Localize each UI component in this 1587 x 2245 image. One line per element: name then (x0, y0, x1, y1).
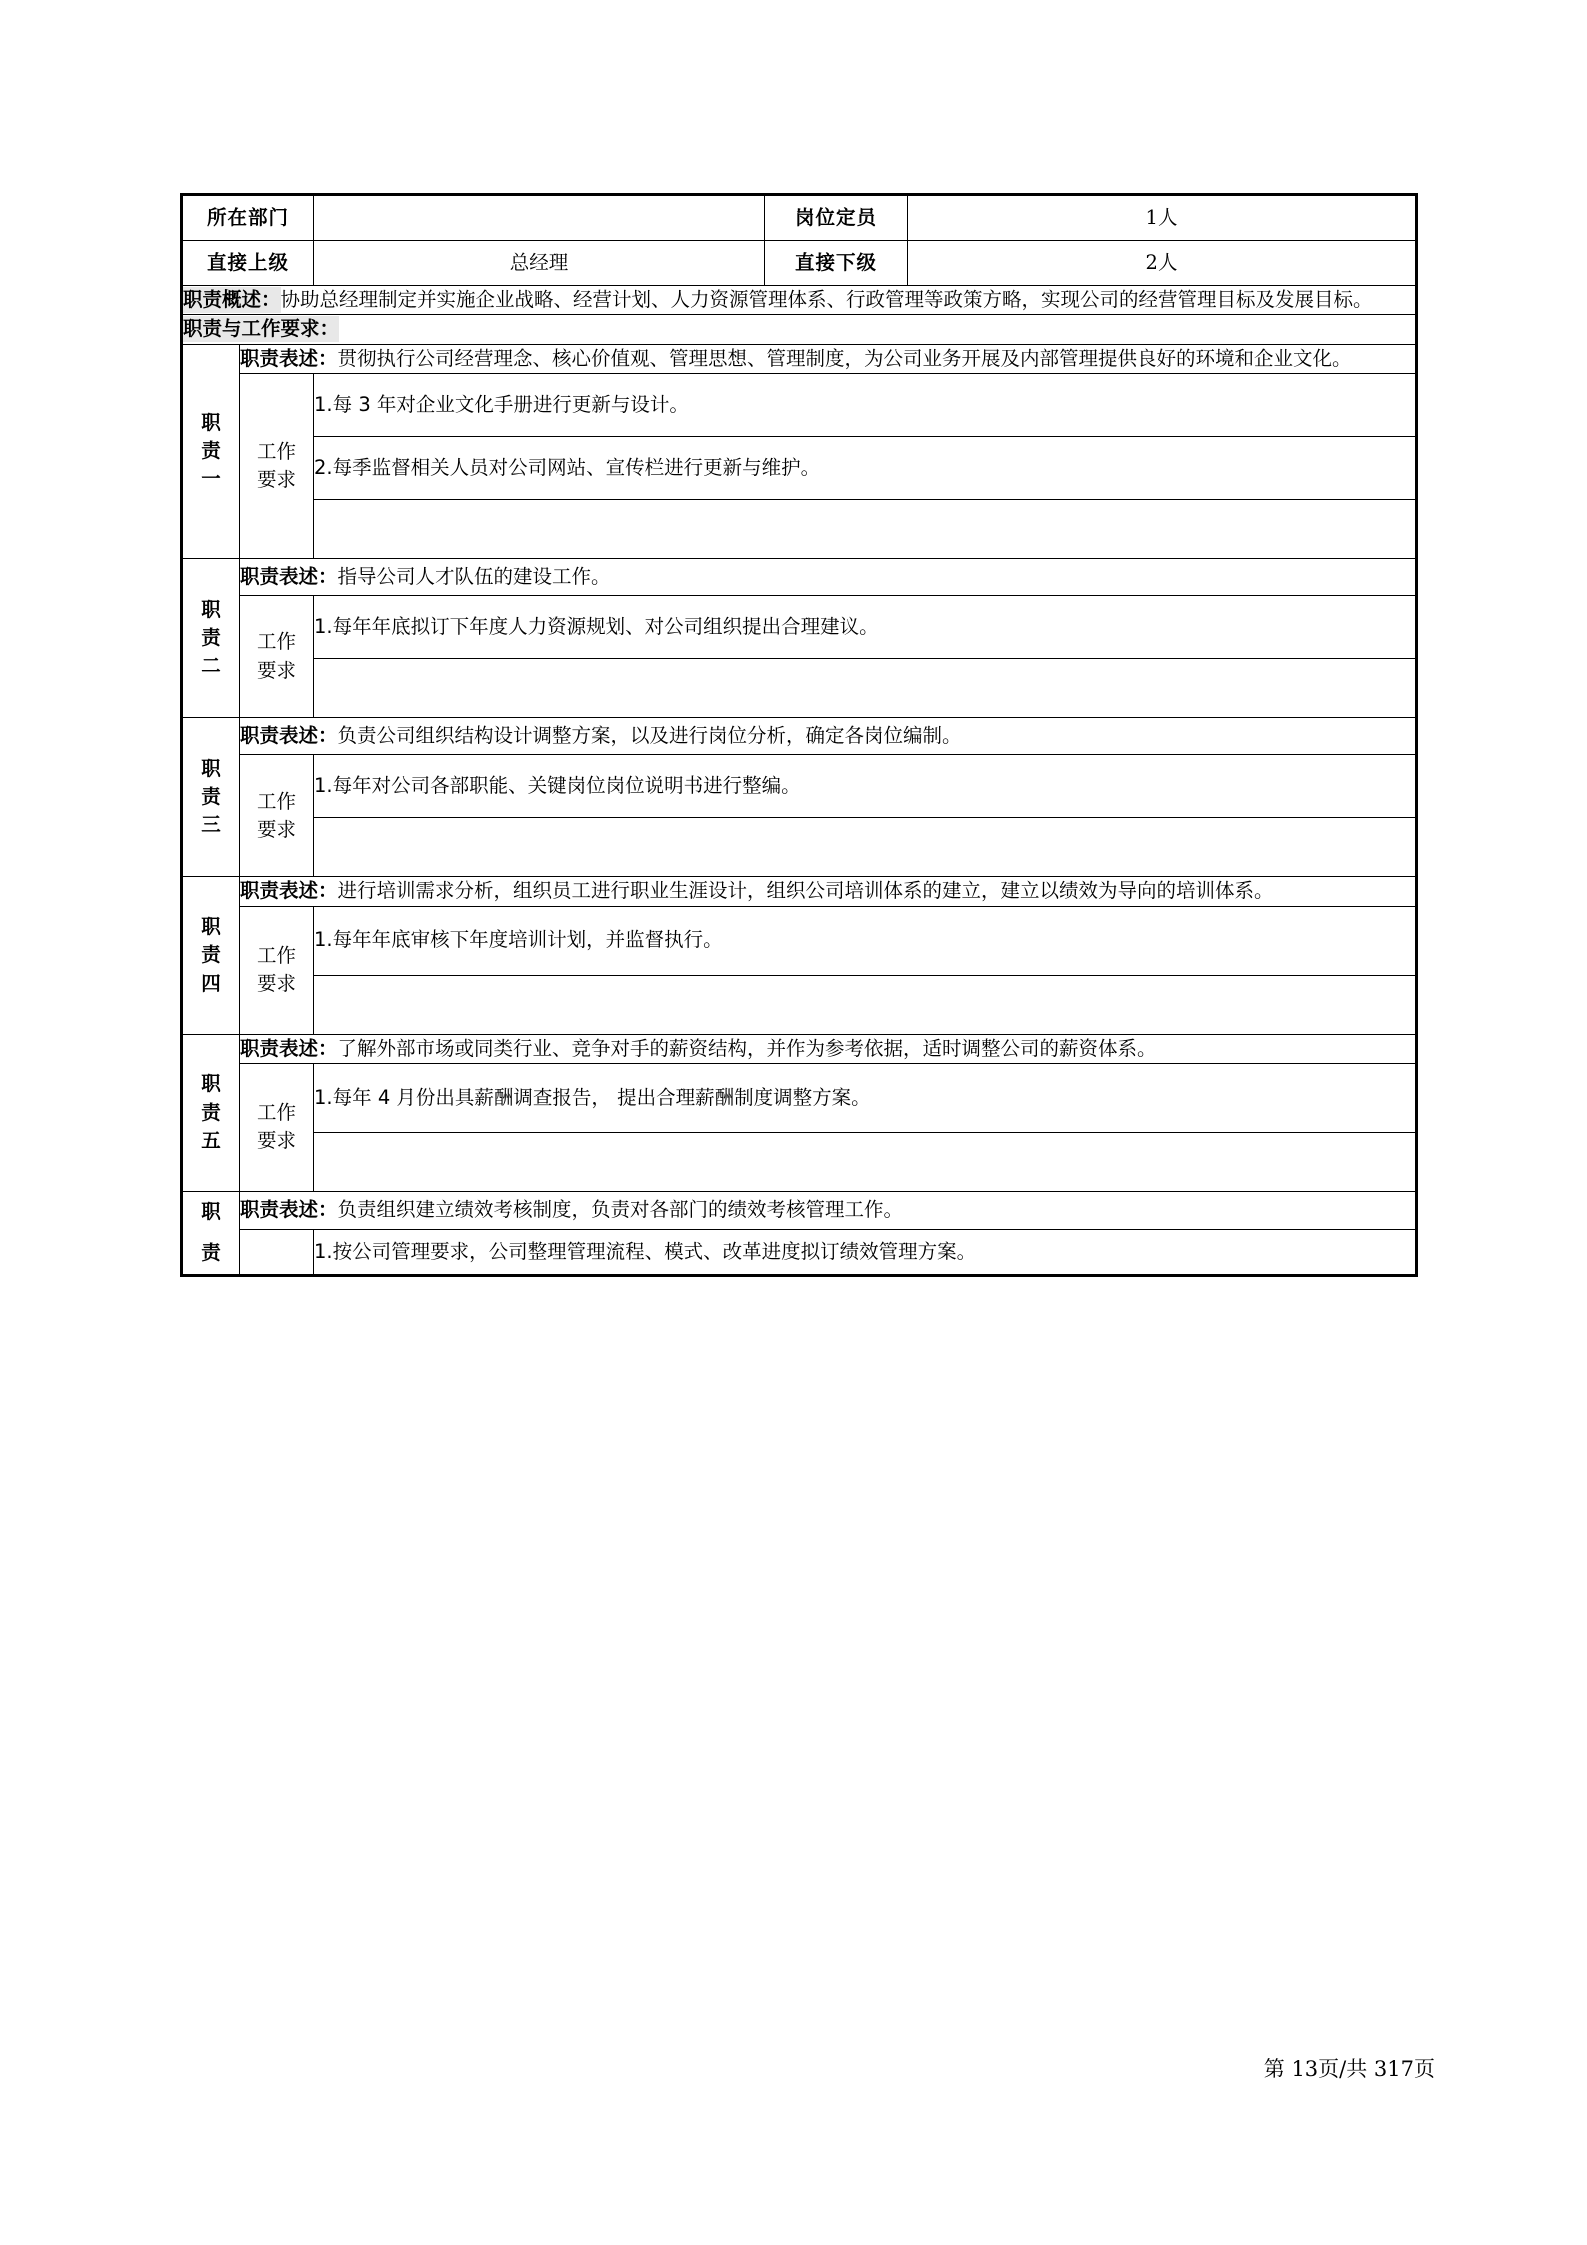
duty-statement-label-3: 职责表述： (240, 724, 338, 748)
duty-index-4-char-1: 责 (201, 943, 221, 967)
table-row-duty1-req3 (182, 499, 1417, 558)
work-requirement-label-4 (240, 906, 314, 1034)
table-row-duty2-statement (182, 558, 1417, 595)
duty-index-1 (182, 344, 240, 558)
label-direct-subordinate: 直接下级 (765, 241, 908, 286)
duty-index-5-char-1: 责 (201, 1100, 221, 1124)
duty-index-4-char-2: 四 (201, 971, 221, 995)
duty-statement-text-1: 贯彻执行公司经营理念、核心价值观、管理思想、管理制度，为公司业务开展及内部管理提供良好的环境和企业文化。 (337, 346, 1352, 370)
duty-statement-text-2: 指导公司人才队伍的建设工作。 (337, 564, 611, 588)
duty-statement-4 (240, 877, 1417, 906)
duty-statement-text-5: 了解外部市场或同类行业、竞争对手的薪资结构，并作为参考依据，适时调整公司的薪资体系。 (337, 1036, 1157, 1060)
duty-index-6-char-0: 职 (201, 1199, 221, 1223)
duty-index-1-char-2: 一 (201, 467, 221, 491)
label-direct-supervisor: 直接上级 (182, 241, 314, 286)
work-requirement-item: 1.每年 4 月份出具薪酬调查报告， 提出合理薪酬制度调整方案。 (314, 1063, 1417, 1132)
duty-index-6 (182, 1191, 240, 1275)
work-requirement-label-5-char-1: 要求 (257, 1129, 297, 1153)
work-requirement-item (314, 499, 1417, 558)
duty-summary-label: 职责概述： (183, 288, 281, 311)
duty-index-3-char-1: 责 (201, 785, 221, 809)
duty-statement-label-4: 职责表述： (240, 879, 338, 903)
table-row-supervisor (182, 241, 1417, 286)
table-row-duty6-statement (182, 1191, 1417, 1229)
table-row-duty5-req1 (182, 1063, 1417, 1132)
duty-index-5-char-2: 五 (201, 1128, 221, 1152)
table-row-duty4-req2 (182, 975, 1417, 1034)
work-requirement-item: 1.每年年底拟订下年度人力资源规划、对公司组织提出合理建议。 (314, 596, 1417, 659)
duty-statement-1 (240, 344, 1417, 373)
duty-index-2-char-0: 职 (201, 597, 221, 621)
duty-statement-text-6: 负责组织建立绩效考核制度，负责对各部门的绩效考核管理工作。 (337, 1198, 904, 1222)
duty-index-3-char-2: 三 (201, 813, 221, 837)
duty-statement-label-5: 职责表述： (240, 1036, 338, 1060)
duty-index-5-char-0: 职 (201, 1072, 221, 1096)
duty-statement-text-4: 进行培训需求分析，组织员工进行职业生涯设计，组织公司培训体系的建立，建立以绩效为导向的培训体系。 (337, 879, 1274, 903)
work-requirement-item: 1.每年对公司各部职能、关键岗位岗位说明书进行整编。 (314, 755, 1417, 818)
duty-statement-2 (240, 558, 1417, 595)
work-requirement-label-3 (240, 755, 314, 877)
table-row-duty3-req1 (182, 755, 1417, 818)
section-heading-label: 职责与工作要求： (183, 317, 340, 341)
table-row-duty6-req1 (182, 1229, 1417, 1275)
duty-index-3 (182, 718, 240, 877)
label-department: 所在部门 (182, 195, 314, 241)
table-row-section-heading (182, 315, 1417, 344)
duty-index-1-char-0: 职 (201, 410, 221, 434)
label-headcount: 岗位定员 (765, 195, 908, 241)
table-row-duty3-req2 (182, 818, 1417, 877)
table-row-duty5-statement (182, 1034, 1417, 1063)
value-headcount: 1人 (908, 195, 1417, 241)
work-requirement-label-2-char-1: 要求 (257, 658, 297, 682)
duty-statement-3 (240, 718, 1417, 755)
value-direct-supervisor: 总经理 (314, 241, 765, 286)
duty-index-2 (182, 558, 240, 717)
duty-statement-label-2: 职责表述： (240, 564, 338, 588)
table-row-department (182, 195, 1417, 241)
work-requirement-label-5-char-0: 工作 (257, 1101, 297, 1125)
table-row-duty3-statement (182, 718, 1417, 755)
work-requirement-item (314, 1132, 1417, 1191)
table-row-duty5-req2 (182, 1132, 1417, 1191)
duty-statement-5 (240, 1034, 1417, 1063)
table-row-duty1-req1 (182, 373, 1417, 436)
duty-index-6-char-1: 责 (201, 1240, 221, 1264)
table-row-duty1-req2 (182, 436, 1417, 499)
table-row-duty1-statement (182, 344, 1417, 373)
duty-statement-text-3: 负责公司组织结构设计调整方案，以及进行岗位分析，确定各岗位编制。 (337, 724, 962, 748)
work-requirement-label-4-char-1: 要求 (257, 972, 297, 996)
work-requirement-item (314, 818, 1417, 877)
job-description-table (180, 193, 1418, 1277)
work-requirement-label-2-char-0: 工作 (257, 630, 297, 654)
duty-index-2-char-2: 二 (201, 654, 221, 678)
duty-statement-label-6: 职责表述： (240, 1198, 338, 1222)
table-row-duty2-req1 (182, 596, 1417, 659)
duty-index-5 (182, 1034, 240, 1191)
duty-summary-cell (182, 286, 1417, 315)
table-row-duty-summary (182, 286, 1417, 315)
duty-statement-label-1: 职责表述： (240, 346, 338, 370)
work-requirement-label-1-char-0: 工作 (257, 439, 297, 463)
work-requirement-label-1 (240, 373, 314, 558)
duty-index-3-char-0: 职 (201, 756, 221, 780)
work-requirement-label-2 (240, 596, 314, 718)
work-requirement-label-4-char-0: 工作 (257, 943, 297, 967)
work-requirement-item: 1.每 3 年对企业文化手册进行更新与设计。 (314, 373, 1417, 436)
work-requirement-item: 2.每季监督相关人员对公司网站、宣传栏进行更新与维护。 (314, 436, 1417, 499)
duty-summary-text: 协助总经理制定并实施企业战略、经营计划、人力资源管理体系、行政管理等政策方略，实现公司的经营管理目标及发展目标。 (280, 288, 1373, 311)
table-row-duty4-statement (182, 877, 1417, 906)
table-row-duty2-req2 (182, 659, 1417, 718)
table-row-duty4-req1 (182, 906, 1417, 975)
work-requirement-label-1-char-1: 要求 (257, 467, 297, 491)
duty-index-4-char-0: 职 (201, 915, 221, 939)
duty-index-1-char-1: 责 (201, 439, 221, 463)
value-department (314, 195, 765, 241)
work-requirement-label-5 (240, 1063, 314, 1191)
work-requirement-item: 1.按公司管理要求，公司整理管理流程、模式、改革进度拟订绩效管理方案。 (314, 1229, 1417, 1275)
work-requirement-label-6 (240, 1229, 314, 1275)
work-requirement-label-3-char-0: 工作 (257, 789, 297, 813)
value-direct-subordinate: 2人 (908, 241, 1417, 286)
work-requirement-item: 1.每年年底审核下年度培训计划，并监督执行。 (314, 906, 1417, 975)
work-requirement-item (314, 975, 1417, 1034)
duty-index-2-char-1: 责 (201, 625, 221, 649)
duty-index-4 (182, 877, 240, 1034)
duty-statement-6 (240, 1191, 1417, 1229)
section-heading-cell (182, 315, 1417, 344)
work-requirement-item (314, 659, 1417, 718)
work-requirement-label-3-char-1: 要求 (257, 817, 297, 841)
page-footer: 第 13页/共 317页 (1263, 2057, 1435, 2081)
